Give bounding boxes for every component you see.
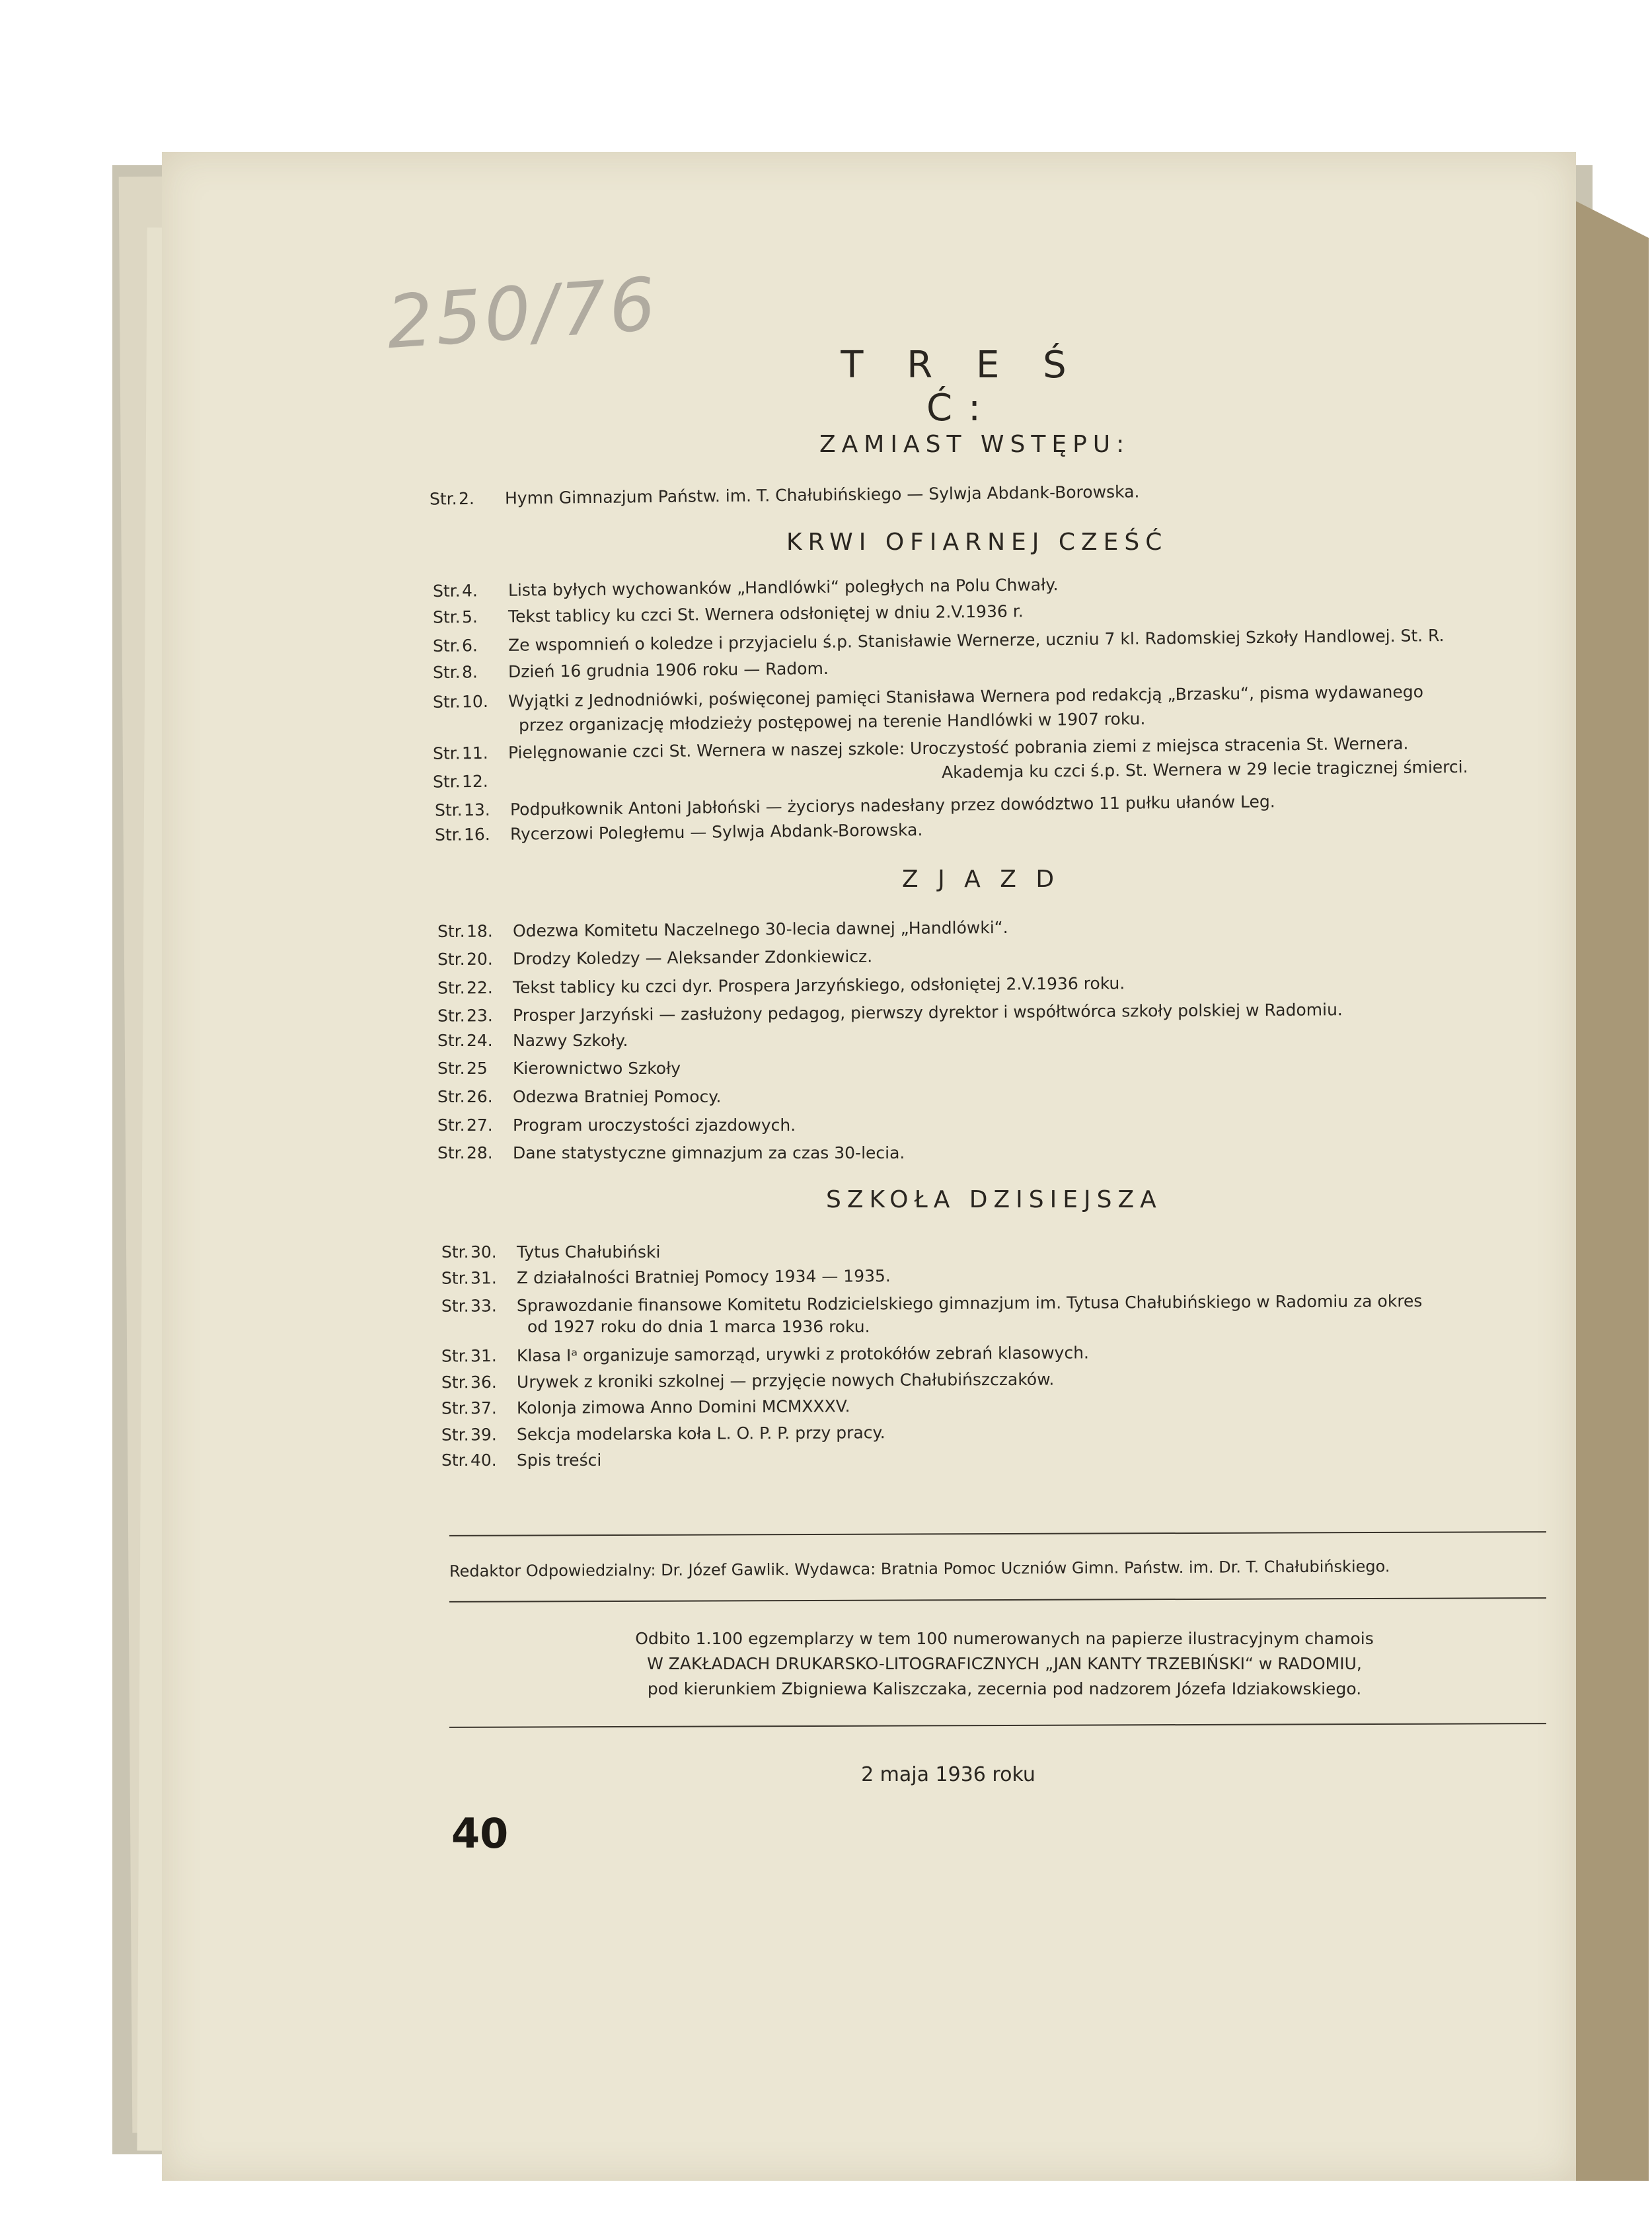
toc-entry: Str.5. Tekst tablicy ku czci St. Wernera odsłoniętej w dniu 2.V.1936 r. (432, 601, 1024, 627)
editor-publisher-line: Redaktor Odpowiedzialny: Dr. Józef Gawlik. Wydawca: Bratnia Pomoc Uczniów Gimn. Państw. im. Dr. T. Chałubińskiego. (449, 1557, 1390, 1581)
toc-entry-continuation: Akademja ku czci ś.p. St. Wernera w 29 lecie tragicznej śmierci. (941, 757, 1468, 782)
toc-entry: Str.6. Ze wspomnień o koledze i przyjacielu ś.p. Stanisławie Wernerze, uczniu 7 kl. Radomskiej Szkoły Handlowej. St. R. (432, 625, 1445, 656)
toc-entry: Str.10. Wyjątki z Jednodniówki, poświęconej pamięci Stanisława Wernera pod redakcją „Brzasku“, pisma wydawanego (432, 682, 1424, 712)
toc-entry: Str.25 Kierownictwo Szkoły (437, 1059, 681, 1078)
toc-entry: Str.12. (432, 771, 488, 792)
toc-entry: Str.36. Urywek z kroniki szkolnej — przyjęcie nowych Chałubińszczaków. (441, 1369, 1055, 1392)
section-heading-school: SZKOŁA DZISIEJSZA (826, 1186, 1162, 1213)
page-number: 40 (451, 1809, 509, 1858)
section-heading-intro: ZAMIAST WSTĘPU: (819, 431, 1131, 458)
toc-entry: Str.16. Rycerzowi Poległemu — Sylwja Abdank-Borowska. (434, 820, 923, 845)
toc-entry: Str.28. Dane statystyczne gimnazjum za czas 30-lecia. (437, 1143, 905, 1162)
toc-entry: Str.4. Lista byłych wychowanków „Handlówki“ poległych na Polu Chwały. (432, 575, 1059, 601)
toc-entry: Str.27. Program uroczystości zjazdowych. (437, 1115, 796, 1135)
toc-entry: Str.23. Prosper Jarzyński — zasłużony pedagog, pierwszy dyrektor i współtwórca szkoły polskiej w Radomiu. (437, 1000, 1343, 1026)
toc-entry: Str.2. Hymn Gimnazjum Państw. im. T. Chałubińskiego — Sylwja Abdank-Borowska. (429, 482, 1140, 509)
section-heading-zjazd: Z J A Z D (902, 866, 1061, 893)
print-run-note: Odbito 1.100 egzemplarzy w tem 100 numerowanych na papierze ilustracyjnym chamois (635, 1629, 1374, 1648)
toc-entry: Str.39. Sekcja modelarska koła L. O. P. P. przy pracy. (441, 1423, 885, 1445)
toc-entry: Str.11. Pielęgnowanie czci St. Wernera w naszej szkole: Uroczystość pobrania ziemi z miejsca stracenia St. Wernera. (432, 734, 1409, 763)
toc-entry: Str.24. Nazwy Szkoły. (437, 1031, 628, 1050)
page-title: T R E Ś Ć: (841, 344, 1082, 430)
toc-entry: Str.31. Klasa Iᵃ organizuje samorząd, urywki z protokółów zebrań klasowych. (441, 1343, 1090, 1366)
toc-entry: Str.8. Dzień 16 grudnia 1906 roku — Radom. (432, 658, 829, 683)
toc-entry: Str.40. Spis treści (441, 1451, 602, 1470)
toc-entry-continuation: przez organizację młodzieży postępowej na terenie Handlówki w 1907 roku. (518, 709, 1146, 735)
toc-entry: Str.31. Z działalności Bratniej Pomocy 1934 — 1935. (441, 1266, 891, 1288)
section-heading-blood: KRWI OFIARNEJ CZEŚĆ (786, 529, 1168, 556)
toc-entry: Str.37. Kolonja zimowa Anno Domini MCMXXXV. (441, 1396, 850, 1418)
printer-staff: pod kierunkiem Zbigniewa Kaliszczaka, zecernia pod nadzorem Józefa Idziakowskiego. (647, 1679, 1362, 1698)
toc-entry: Str.30. Tytus Chałubiński (441, 1242, 661, 1262)
toc-entry: Str.33. Sprawozdanie finansowe Komitetu Rodzicielskiego gimnazjum im. Tytusa Chałubińskiego w Radomiu za okres (441, 1291, 1423, 1316)
publication-date: 2 maja 1936 roku (861, 1763, 1035, 1786)
toc-entry: Str.22. Tekst tablicy ku czci dyr. Prospera Jarzyńskiego, odsłoniętej 2.V.1936 roku. (437, 973, 1125, 998)
book-cover-edge (1566, 198, 1649, 2181)
toc-entry-continuation: od 1927 roku do dnia 1 marca 1936 roku. (527, 1317, 870, 1336)
handwritten-catalog-note: 250/76 (384, 261, 661, 365)
toc-entry: Str.20. Drodzy Koledzy — Aleksander Zdonkiewicz. (437, 946, 873, 969)
printer-name: W ZAKŁADACH DRUKARSKO-LITOGRAFICZNYCH „JAN KANTY TRZEBIŃSKI“ w RADOMIU, (647, 1654, 1362, 1673)
toc-entry: Str.26. Odezwa Bratniej Pomocy. (437, 1087, 722, 1106)
toc-entry: Str.18. Odezwa Komitetu Naczelnego 30-lecia dawnej „Handlówki“. (437, 917, 1008, 942)
toc-entry: Str.13. Podpułkownik Antoni Jabłoński — życiorys nadesłany przez dowództwo 11 pułku ułanów Leg. (434, 792, 1275, 820)
